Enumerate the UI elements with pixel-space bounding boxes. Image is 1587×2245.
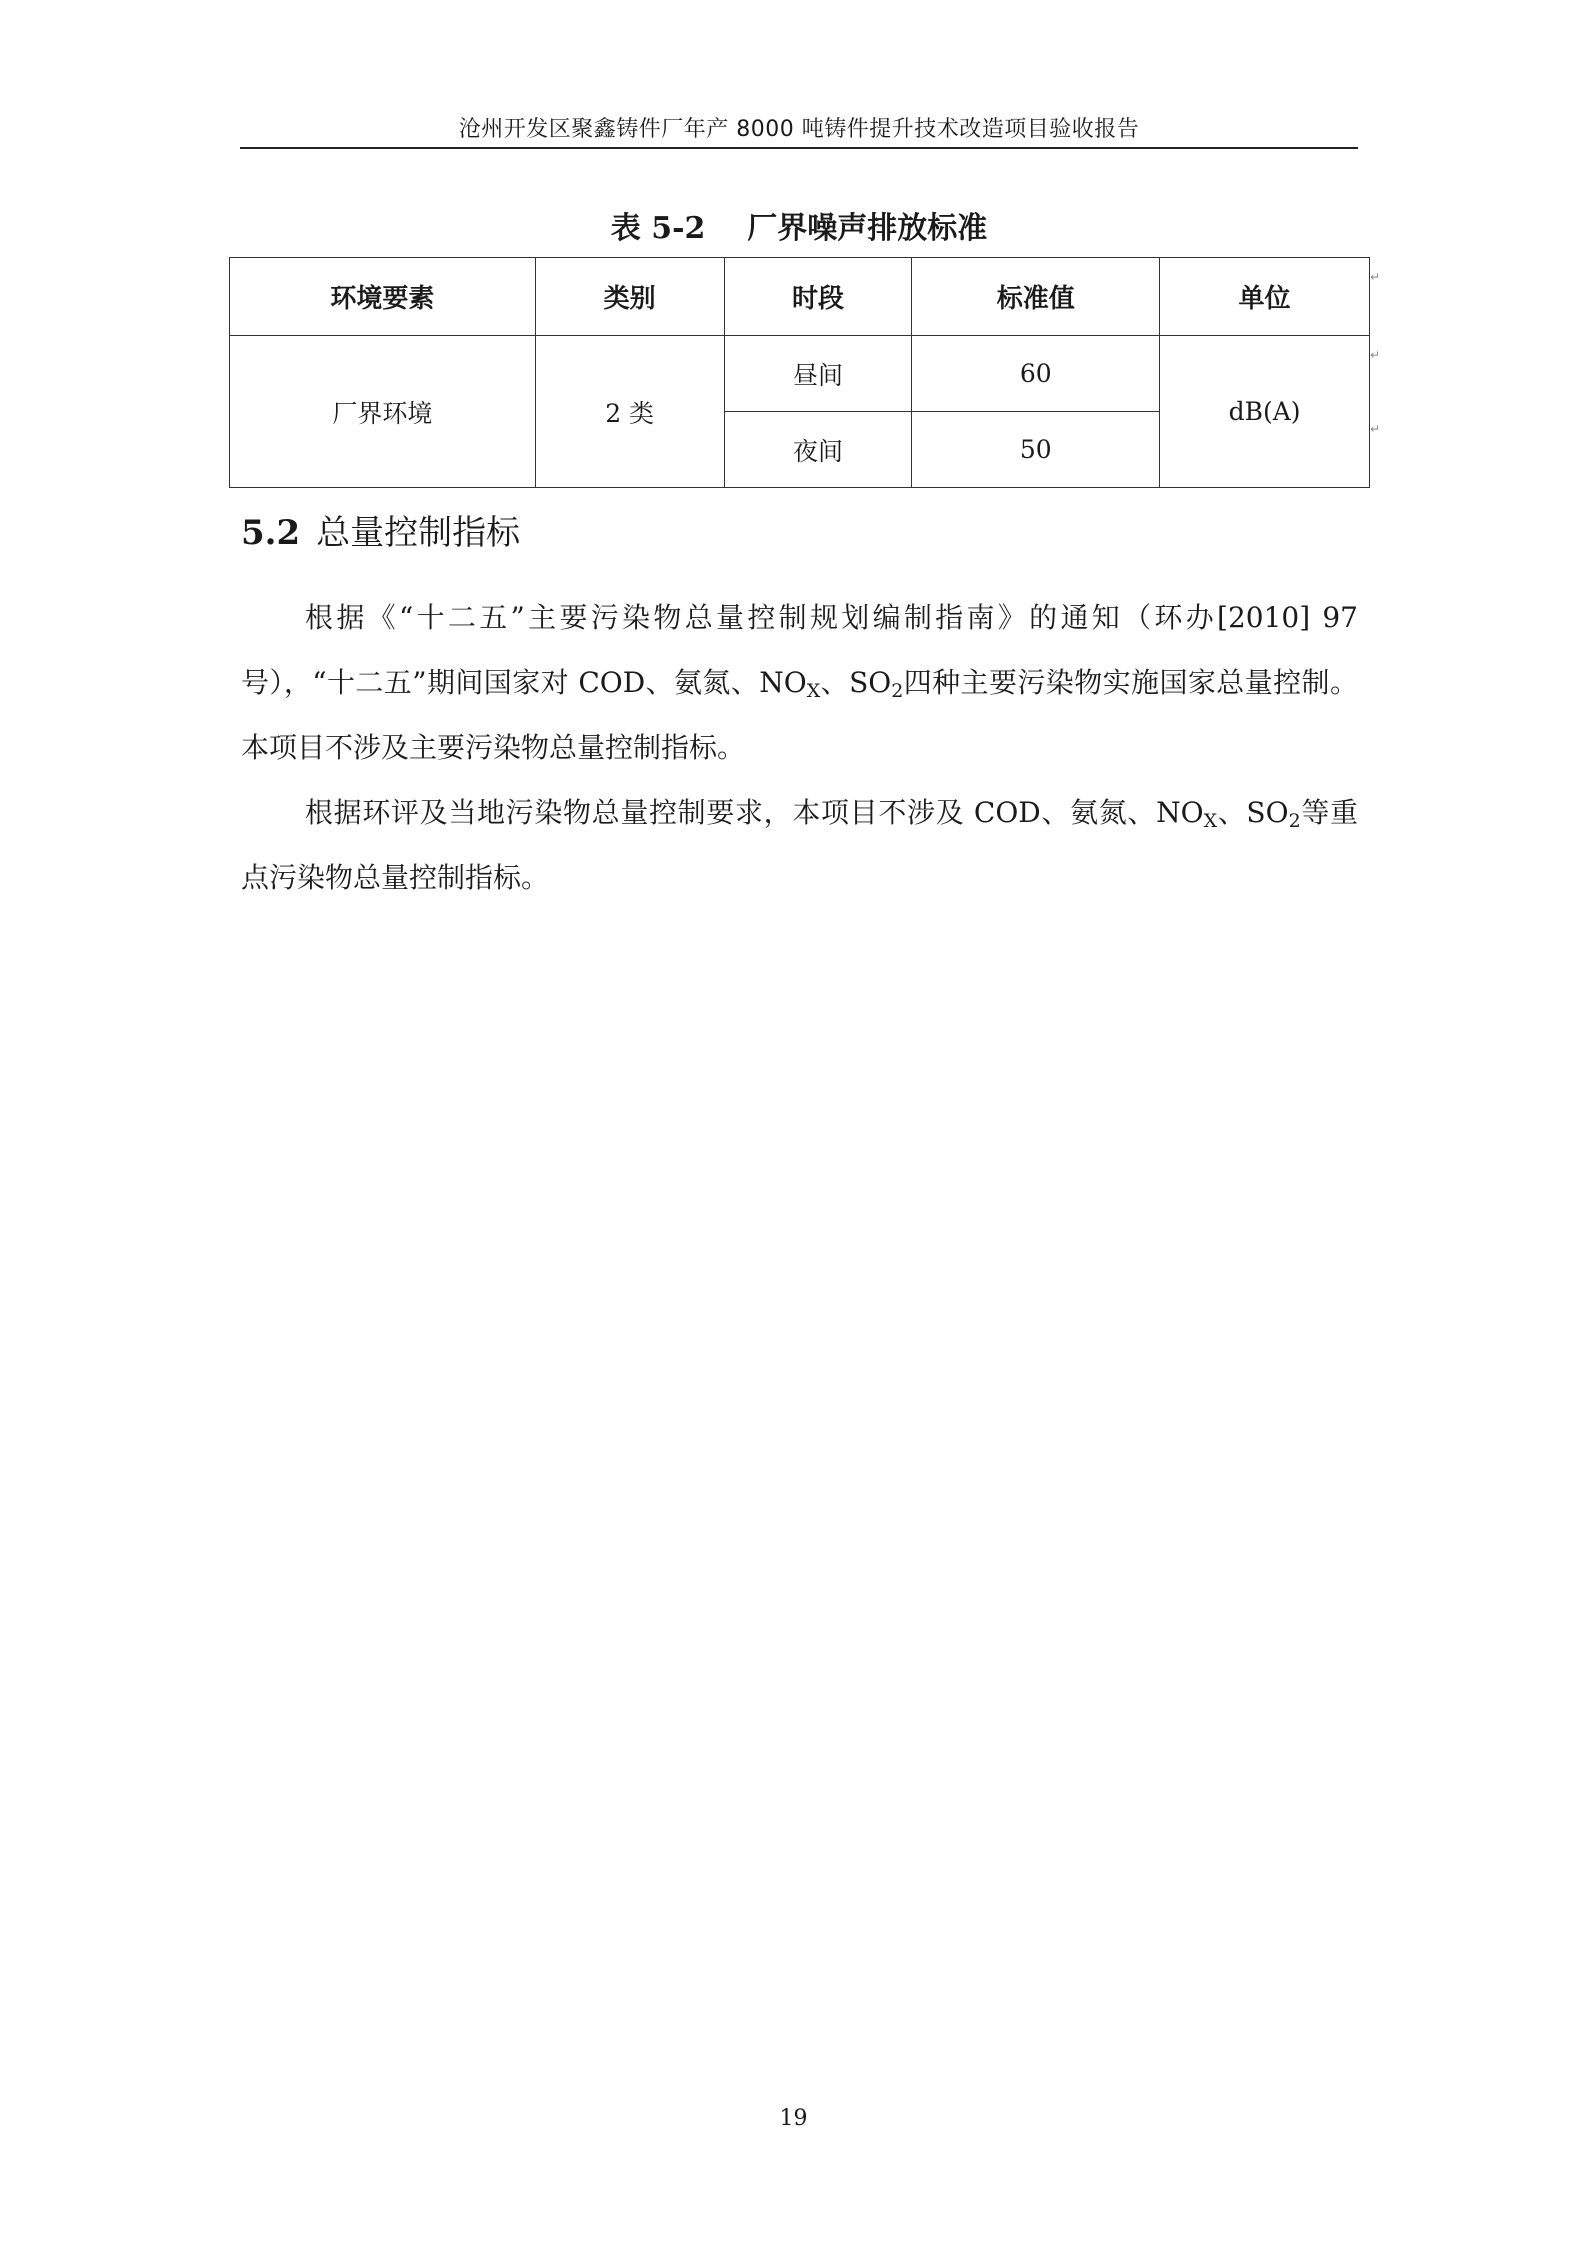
paragraph (241, 780, 1358, 910)
element-cell: 厂界环境 (230, 336, 536, 488)
column-header: 环境要素 (230, 258, 536, 336)
paragraph-mark-icon: ↵ (1370, 348, 1381, 362)
column-header: 标准值 (912, 258, 1160, 336)
period-cell: 夜间 (724, 412, 912, 488)
section-number: 5.2 (241, 513, 301, 553)
unit-cell: dB(A) (1160, 336, 1370, 488)
category-cell: 2 类 (535, 336, 724, 488)
column-header: 时段 (724, 258, 912, 336)
running-header: 沧州开发区聚鑫铸件厂年产 8000 吨铸件提升技术改造项目验收报告 (458, 117, 1140, 142)
value-cell: 50 (912, 412, 1160, 488)
column-header: 单位 (1160, 258, 1370, 336)
value-cell: 60 (912, 336, 1160, 412)
subscript: X (1203, 810, 1218, 832)
period-cell: 昼间 (724, 336, 912, 412)
text-run: 根据《“十二五”主要污染物总量控制规划编制指南》的通知（环办[2010] 97 号），“十二五”期间国家对 COD、氨氮、NO (241, 601, 1358, 699)
text-run: 等重点污染物总量控制指标。 (241, 796, 1359, 894)
text-run: 根据环评及当地污染物总量控制要求，本项目不涉及 COD、氨氮、NO (305, 796, 1204, 829)
page-number: 19 (779, 2106, 808, 2131)
table-row (230, 336, 1370, 412)
noise-standard-table (229, 257, 1370, 488)
table-header-row (230, 258, 1370, 336)
section-heading (241, 505, 520, 554)
table-caption: 表 5-2 厂界噪声排放标准 (610, 211, 988, 246)
subscript: 2 (1288, 810, 1301, 832)
section-title: 总量控制指标 (316, 513, 521, 553)
paragraph-mark-icon: ↵ (1370, 270, 1381, 284)
paragraph-mark-icon: ↵ (1370, 422, 1381, 436)
text-run: 、SO (820, 666, 892, 699)
text-run: 、SO (1217, 796, 1289, 829)
subscript: X (806, 680, 821, 702)
subscript: 2 (891, 680, 904, 702)
column-header: 类别 (535, 258, 724, 336)
header-rule (240, 147, 1358, 149)
paragraph (241, 585, 1358, 780)
text-run: 四种主要污染物实施国家总量控制。本项目不涉及主要污染物总量控制指标。 (241, 666, 1358, 764)
